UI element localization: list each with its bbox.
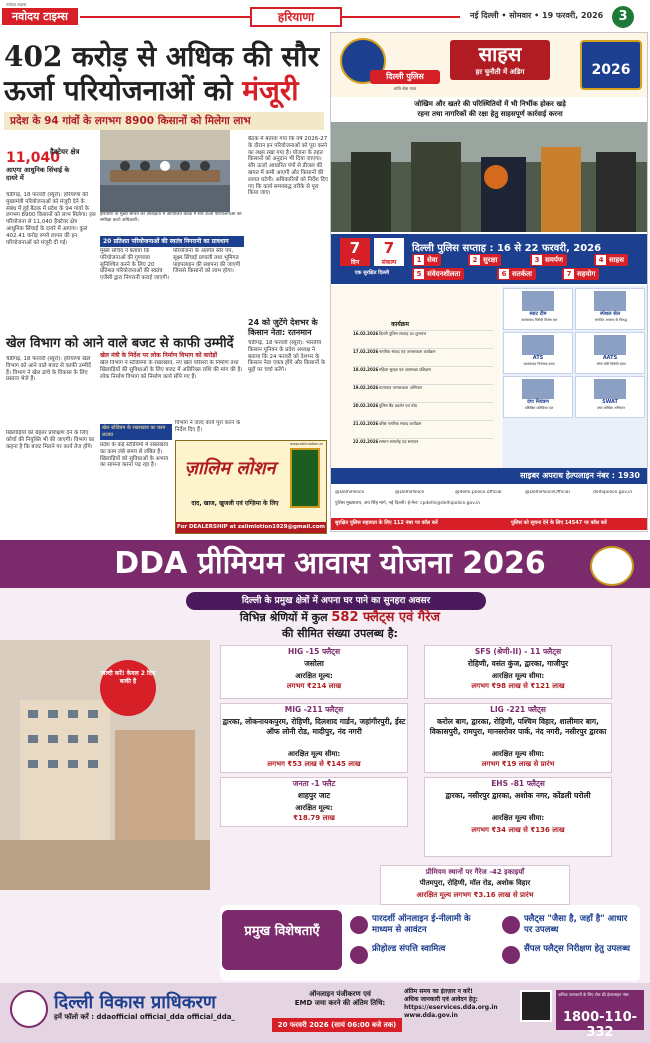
unit-card: स्वाट टीम आतंकवाद विरोधी विशेष बल — [503, 288, 573, 330]
police-tagline: जोखिम और खतरे की परिस्थितियों में भी निर्भीक होकर खड़े — [414, 100, 566, 108]
social-handle[interactable]: @DelhiPolice — [395, 490, 425, 495]
flat-category-card: SFS (श्रेणी-II) - 11 फ्लैट्स रोहिणी, वसंत कुंज, द्वारका, गाजीपुर आरक्षित मूल्य सीमा: लगभग ₹98 लाख से ₹121 लाख — [424, 645, 612, 699]
main-headline: 402 करोड़ से अधिक की सौर ऊर्जा परियोजनाओं को मंजूरी — [4, 40, 320, 107]
article-column: चंडीगढ़, 18 फरवरी (ब्यूरो): हरियाणा खेल विभाग को आने वाले बजट से काफी उम्मीदें हैं। विभाग ने खेल ढांचे के विकास के लिए प्रस्ताव भेजे हैं। — [6, 356, 91, 383]
unit-photo — [522, 379, 554, 399]
brand-small: नवोदय टाइम्स — [6, 2, 27, 7]
unit-photo — [594, 291, 626, 311]
auction-icon — [350, 916, 368, 934]
flat-category-card: MIG -211 फ्लैट्स द्वारका, लोकनायकपुरम, रोहिणी, दिलशाद गार्डन, जहांगीरपुरी, ईस्ट ऑफ लोनी रोड, मादीपुर, नंद नगरी आरक्षित मूल्य सीमा: लगभग ₹53 लाख से ₹145 लाख — [220, 703, 408, 773]
article-column: खेल विभाग ने स्टेडियमों के रखरखाव, नए खेल परिसरों के निर्माण तथा खिलाड़ियों की सुविधाओं के लिए बजट में अतिरिक्त राशि की मांग की है। लोक निर्माण विभाग को निर्माण कार्य सौंपे गए हैं। — [100, 360, 243, 380]
dda-link[interactable]: www.dda.gov.in — [404, 1012, 458, 1019]
registration-info: ऑनलाइन पंजीकरण एवं EMD जमा करने की अंतिम तिथि: — [294, 990, 386, 1007]
info-note: पुलिस को सूचना देने के लिए 14547 पर कॉल करें — [511, 520, 607, 526]
resolves-badge: 7 — [374, 238, 404, 266]
unit-photo — [522, 291, 554, 311]
pillar-item: 2 सुरक्षा — [468, 254, 501, 266]
unit-photo — [522, 335, 554, 355]
police-week-title: दिल्ली पुलिस सप्ताह : 16 से 22 फरवरी, 2026 — [412, 243, 602, 254]
dda-social[interactable]: हमें फॉलो करें : ddaofficial official_dda official_dda_ — [54, 1013, 235, 1021]
features-label: प्रमुख विशेषताएँ — [222, 910, 342, 970]
garage-card: प्रीमियम स्थानों पर गैरेज -42 इकाइयाँ पीतमपुरा, रोहिणी, मॉल रोड, अशोक विहार आरक्षित मूल्य लगभग ₹3.16 लाख से प्रारंभ — [380, 865, 570, 905]
inner-headline: 20 प्रतिशत परियोजनाओं की स्वतंत्र निगरानी का प्रावधान — [100, 236, 244, 247]
article-column: चंडीगढ़, 18 फरवरी (ब्यूरो): हरियाणा की मुख्यमंत्री परियोजनाओं को मंजूरी देने के संबंध में हुई बैठक में प्रदेश के 94 गांवों के लगभग 8900 किसानों को लाभ मिलेगा। इस परियोजना से 11,040 हैक्टेयर क्षेत्र आधुनिक सिंचाई के दायरे में आएगा। कुल 402.41 करोड़ रुपये लागत की इन परियोजनाओं को मंजूरी दी गई। — [6, 192, 96, 246]
article-column: परियोजना के अंतर्गत सौर पंप, सूक्ष्म सिंचाई प्रणाली तथा भूमिगत पाइपलाइन की स्थापना की जाएगी जिससे किसानों को लाभ होगा। — [173, 248, 241, 275]
article-column: खिलाड़ियों को बेहतर प्रशिक्षण देने के लिए कोचों की नियुक्ति भी की जाएगी। विभाग का कहना है कि बजट मिलने पर कार्य तेज होंगे। — [6, 430, 95, 450]
dda-emblem-icon — [590, 546, 634, 586]
program-row: 20.02.2026पुलिस बैंड प्रदर्शन एवं परेड — [353, 402, 493, 408]
photo-caption: हरियाणा के मुख्य सचिव की अध्यक्षता में आयोजित बैठक में सौर ऊर्जा परियोजनाओं की समीक्षा करते अधिकारी। — [100, 212, 242, 223]
unit-card: दंगा नियंत्रण प्रशिक्षित प्रतिक्रिया दल — [503, 376, 573, 418]
helpline-number[interactable]: 1800-110-332 — [562, 1010, 638, 1040]
unit-photo — [594, 379, 626, 399]
unit-card: स्पेशल सेल संगठित अपराध के विरुद्ध — [575, 288, 645, 330]
qr-code[interactable] — [520, 990, 552, 1022]
pillar-item: 1 सेवा — [412, 254, 441, 266]
newspaper-logo: नवोदय टाइम्स — [2, 8, 78, 25]
pillar-item: 7 सहयोग — [562, 268, 599, 280]
article-column: विभाग ने जल्द कार्य पूरा करने के निर्देश दिए हैं। — [175, 420, 241, 433]
pillar-item: 3 समर्पण — [530, 254, 567, 266]
highlight-box: खेल स्टेडियम के रखरखाव का काम लटका — [100, 424, 172, 440]
article-column: बैठक में बताया गया कि वर्ष 2026-27 के दौरान इन परियोजनाओं को पूरा करने का लक्ष्य रखा गया है। योजना के तहत किसानों को अनुदान भी दिया जाएगा। सौर ऊर्जा आधारित पंपों से डीजल की खपत में कमी आएगी और किसानों की लागत घटेगी। अधिकारियों को निर्देश दिए गए कि कार्य समयबद्ध तरीके से पूरा किया जाए। — [248, 136, 328, 197]
feature-item: सैंपल फ्लैट्स निरीक्षण हेतु उपलब्ध — [524, 944, 630, 954]
unit-card: AATS ऑटो चोरी विरोधी दस्ता — [575, 332, 645, 374]
product-tagline: दाद, खाज, खुजली एवं एग्ज़िमा के लिए — [191, 500, 279, 507]
unit-photo — [594, 335, 626, 355]
page-number: 3 — [612, 6, 634, 28]
dda-tagline: की सीमित संख्या उपलब्ध है: — [282, 627, 398, 640]
social-handle[interactable]: delhipolice.gov.in — [593, 490, 633, 495]
dda-link[interactable]: https://eservices.dda.org.in — [404, 1004, 498, 1011]
dda-logo-icon — [10, 990, 48, 1028]
flat-category-card: EHS -81 फ्लैट्स द्वारका, नसीरपुर द्वारका, अशोक नगर, कोंडली घरोली आरक्षित मूल्य सीमा: लगभग ₹34 लाख से ₹136 लाख — [424, 777, 612, 857]
program-row: 18.02.2026महिला सुरक्षा एवं आत्मरक्षा प्रशिक्षण — [353, 366, 493, 372]
program-title: कार्यक्रम — [391, 321, 409, 328]
feature-item: फ्रीहोल्ड संपत्ति स्वामित्व — [372, 944, 446, 954]
program-row: 19.02.2026यातायात जागरूकता अभियान — [353, 384, 493, 390]
product-bottle — [290, 448, 320, 508]
program-row: 21.02.2026वरिष्ठ नागरिक संवाद कार्यक्रम — [353, 420, 493, 426]
helpline-label: अधिक जानकारी के लिए टोल फ्री हेल्पलाइन नंबर — [558, 992, 629, 997]
dda-tagline: विभिन्न श्रेणियों में कुल 582 फ्लैट्स एवं गैरेज — [239, 610, 441, 625]
social-handle[interactable]: @DelhiPolice — [335, 490, 365, 495]
article-column: चंडीगढ़, 18 फरवरी (ब्यूरो): भारतीय किसान यूनियन के प्रदेश अध्यक्ष ने बताया कि 24 फरवरी को देशभर के किसान नेता एकत्र होंगे और किसानों के मुद्दों पर चर्चा करेंगे। — [248, 340, 326, 374]
pillar-item: 4 साहस — [594, 254, 628, 266]
highlight-unit: हैक्टेयर क्षेत्र — [50, 148, 80, 156]
inspection-icon — [502, 946, 520, 964]
section-label: हरियाणा — [250, 7, 342, 27]
urgency-badge: जल्दी करें! केवल 2 दिन बाकी है — [100, 660, 156, 716]
police-photo — [331, 122, 647, 232]
building-icon — [502, 916, 520, 934]
dateline: नई दिल्ली • सोमवार • 19 फरवरी, 2026 — [470, 11, 604, 20]
safe-delhi-label: एक सुरक्षित दिल्ली — [354, 270, 390, 276]
flat-category-card: LIG -221 फ्लैट्स करोल बाग, द्वारका, रोहिणी, पश्चिम विहार, शालीमार बाग, विकासपुरी, रामपुरा, मानसरोवर पार्क, नंद नगरी, नसीरपुर द्वारका आरक्षित मूल्य सीमा: लगभग ₹19 लाख से प्रारंभ — [424, 703, 612, 773]
sports-headline: खेल विभाग को आने वाले बजट से काफी उम्मीदें — [6, 336, 234, 351]
dda-title: DDA प्रीमियम आवास योजना 2026 — [114, 546, 546, 581]
flat-category-card: जनता -1 फ्लैट शाहपुर जाट आरक्षित मूल्य: ₹18.79 लाख — [220, 777, 408, 827]
days-label: दिन — [350, 259, 360, 266]
ad-url: www.zalimlotion.in — [290, 442, 323, 446]
dda-ribbon: दिल्ली के प्रमुख क्षेत्रों में अपना घर पाने का सुनहरा अवसर — [186, 592, 486, 610]
pillar-item: 5 संवेदनशीलता — [412, 268, 464, 280]
unit-card: SWAT उच्च जोखिम अभियान — [575, 376, 645, 418]
program-row: 17.02.2026नागरिक संवाद एवं जागरूकता कार्यक्रम — [353, 348, 493, 354]
saahas-subtitle: हर चुनौती में अडिग — [475, 68, 525, 76]
news-photo — [100, 130, 230, 212]
unit-card: ATS आतंकवाद निरोधक दस्ता — [503, 332, 573, 374]
days-badge: 7 — [340, 238, 370, 266]
dda-org-name: दिल्ली विकास प्राधिकरण — [54, 992, 216, 1013]
sports-subheadline: खेल मंत्री के निर्देश पर लोक निर्माण विभाग को करोड़ों — [100, 352, 218, 359]
social-handle[interactable]: @delhi.police.official — [455, 490, 502, 495]
emergency-note: सुरक्षित पुलिस सहायता के लिए 112 नंबर पर कॉल करें — [335, 520, 438, 526]
police-social — [331, 486, 647, 500]
police-motto: शांति सेवा न्याय — [393, 86, 417, 91]
police-contact: पुलिस मुख्यालय, जय सिंह मार्ग, नई दिल्ली। ई-मेल: cpdelhi@delhipolice.gov.in — [335, 501, 481, 506]
dealership-contact: For DEALERSHIP at zalimlotion1929@gmail.com — [176, 522, 326, 533]
program-row: 16.02.2026दिल्ली पुलिस सप्ताह का शुभारंभ — [353, 330, 493, 336]
article-headline: 24 को जुटेंगे देशभर के किसान नेता: रतनमान — [248, 318, 318, 337]
pillar-item: 6 सतर्कता — [497, 268, 536, 280]
police-tagline: रहना तथा नागरिकों की रक्षा हेतु साहसपूर्ण कार्रवाई करना — [417, 110, 563, 118]
saahas-title: साहस — [478, 42, 522, 66]
cyber-helpline: साइबर अपराध हेल्पलाइन नंबर : 1930 — [520, 471, 640, 480]
flat-category-card: HIG -15 फ्लैट्स जसोला आरक्षित मूल्य: लगभग ₹214 लाख — [220, 645, 408, 699]
police-footer-bar — [331, 518, 647, 530]
highlight-number: 11,040 — [6, 150, 61, 166]
police-org-name: दिल्ली पुलिस — [386, 72, 424, 81]
social-handle[interactable]: @DelhiPoliceOfficial — [525, 490, 570, 495]
dda-notice: अंतिम समय का इंतज़ार न करें! अधिक जानकारी एवं आवेदन हेतु: https://eservices.dda.org.in www.dda.gov.in — [404, 988, 534, 1020]
program-row: 22.02.2026सम्मान समारोह एवं समापन — [353, 438, 493, 444]
sub-headline: प्रदेश के 94 गांवों के लगभग 8900 किसानों को मिलेगा लाभ — [4, 112, 324, 130]
feature-item: फ्लैट्स "जैसा है, जहाँ है" आधार पर उपलब्ध — [524, 914, 628, 935]
house-icon — [350, 946, 368, 964]
highlight-caption: आएगा आधुनिक सिंचाई के दायरे में — [6, 166, 70, 182]
product-name: ज़ालिम लोशन — [184, 458, 276, 479]
resolves-label: संकल्प — [381, 259, 397, 266]
registration-deadline: 20 फरवरी 2026 (सायं 06:00 बजे तक) — [272, 1018, 402, 1032]
year-badge: 2026 — [580, 40, 642, 90]
article-column: प्रदेश के कई स्टेडियमों में रखरखाव का काम लंबे समय से लंबित है। खिलाड़ियों को सुविधाओं के अभाव का सामना करना पड़ रहा है। — [100, 442, 169, 469]
feature-item: पारदर्शी ऑनलाइन ई-नीलामी के माध्यम से आवंटन — [372, 914, 471, 935]
article-column: मुख्य सचिव ने बताया कि परियोजनाओं की गुणवत्ता सुनिश्चित करने के लिए 20 प्रतिशत परियोजनाओं की स्वतंत्र एजेंसी द्वारा निगरानी कराई जाएगी। — [100, 248, 169, 282]
